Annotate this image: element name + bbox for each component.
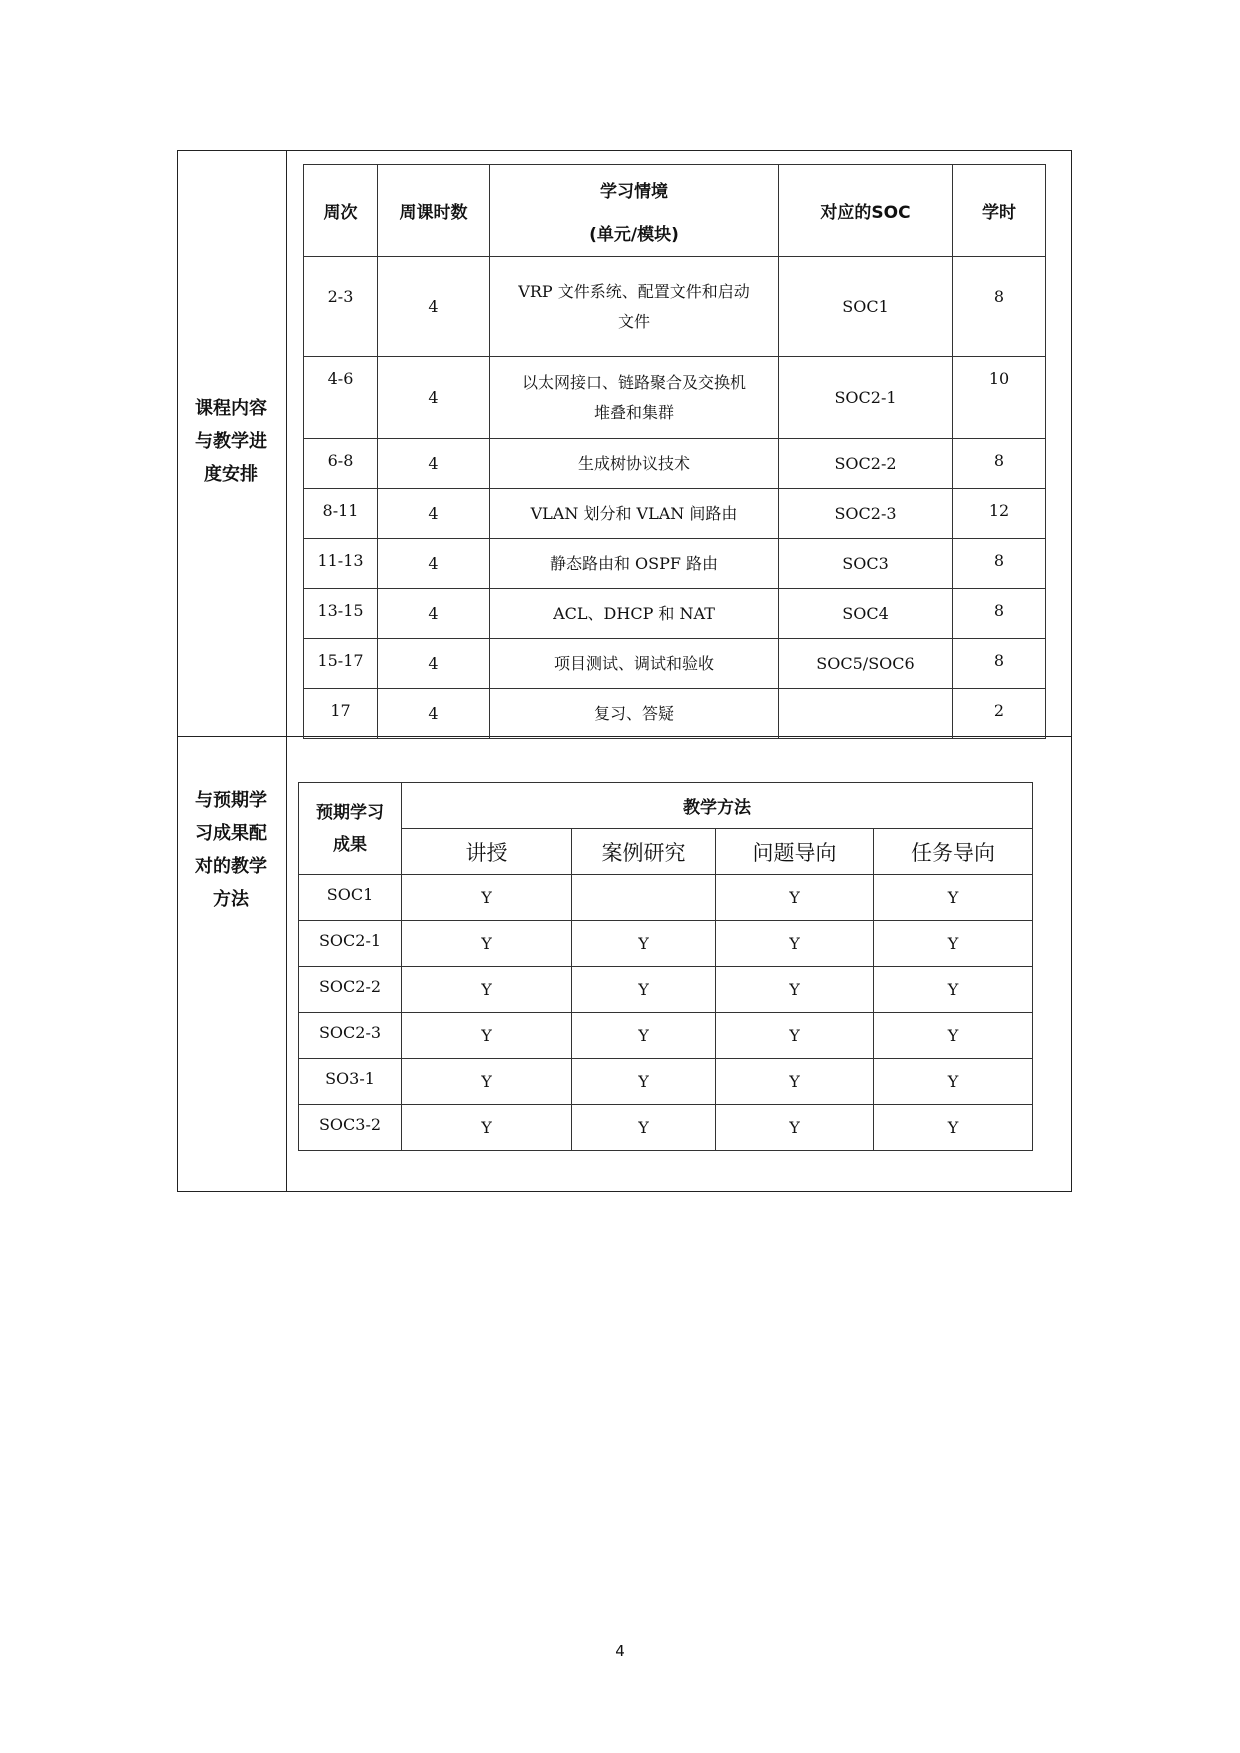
- hours-cell: 10: [953, 357, 1046, 439]
- method-mark-cell: Y: [572, 1059, 716, 1105]
- method-mark-cell: Y: [874, 1105, 1033, 1151]
- methods-row: [299, 921, 1033, 967]
- methods-row: [299, 875, 1033, 921]
- hours-cell: 12: [953, 489, 1046, 539]
- method-mark-cell: Y: [716, 875, 874, 921]
- header-weekly-hours: 周课时数: [378, 165, 490, 257]
- method-mark-cell: Y: [874, 1059, 1033, 1105]
- page-number: 4: [615, 1642, 625, 1660]
- methods-row: [299, 967, 1033, 1013]
- soc-cell: SOC2-2: [779, 439, 953, 489]
- soc-cell: SOC1: [779, 257, 953, 357]
- outcome-cell: SOC1: [299, 875, 402, 921]
- context-cell: 以太网接口、链路聚合及交换机 堆叠和集群: [490, 357, 779, 439]
- hours-cell: 8: [953, 257, 1046, 357]
- week-cell: 6-8: [304, 439, 378, 489]
- context-cell: VLAN 划分和 VLAN 间路由: [490, 489, 779, 539]
- method-mark-cell: Y: [874, 921, 1033, 967]
- weekly-hours-cell: 4: [378, 439, 490, 489]
- method-mark-cell: Y: [402, 875, 572, 921]
- hours-cell: 8: [953, 639, 1046, 689]
- context-cell: ACL、DHCP 和 NAT: [490, 589, 779, 639]
- outcome-cell: SOC2-1: [299, 921, 402, 967]
- methods-subheader-row: [299, 829, 1033, 875]
- methods-header-row: [299, 783, 1033, 829]
- method-mark-cell: Y: [716, 1059, 874, 1105]
- soc-cell: SOC2-3: [779, 489, 953, 539]
- schedule-row: [304, 257, 1046, 357]
- method-task-based: 任务导向: [874, 829, 1033, 875]
- method-mark-cell: Y: [874, 1013, 1033, 1059]
- method-mark-cell: Y: [716, 921, 874, 967]
- schedule-table: [303, 164, 1046, 739]
- week-cell: 11-13: [304, 539, 378, 589]
- soc-cell: SOC2-1: [779, 357, 953, 439]
- method-mark-cell: Y: [402, 921, 572, 967]
- header-context: [490, 165, 779, 257]
- schedule-row: [304, 639, 1046, 689]
- weekly-hours-cell: 4: [378, 539, 490, 589]
- header-context-line1: 学习情境: [600, 181, 668, 202]
- week-cell: 4-6: [304, 357, 378, 439]
- hours-cell: 8: [953, 439, 1046, 489]
- header-context-line2: (单元/模块): [589, 224, 679, 245]
- schedule-row: [304, 357, 1046, 439]
- hours-cell: 8: [953, 539, 1046, 589]
- method-mark-cell: Y: [572, 1013, 716, 1059]
- weekly-hours-cell: 4: [378, 639, 490, 689]
- soc-cell: [779, 689, 953, 739]
- context-cell: 生成树协议技术: [490, 439, 779, 489]
- weekly-hours-cell: 4: [378, 589, 490, 639]
- section1-label: 课程内容 与教学进 度安排: [195, 398, 267, 485]
- context-cell: 静态路由和 OSPF 路由: [490, 539, 779, 589]
- outcome-cell: SOC3-2: [299, 1105, 402, 1151]
- week-cell: 13-15: [304, 589, 378, 639]
- header-methods: 教学方法: [402, 783, 1033, 829]
- soc-cell: SOC5/SOC6: [779, 639, 953, 689]
- method-problem-based: 问题导向: [716, 829, 874, 875]
- method-mark-cell: Y: [402, 1013, 572, 1059]
- weekly-hours-cell: 4: [378, 489, 490, 539]
- method-mark-cell: Y: [716, 1013, 874, 1059]
- week-cell: 15-17: [304, 639, 378, 689]
- method-mark-cell: Y: [716, 967, 874, 1013]
- header-week: 周次: [304, 165, 378, 257]
- method-case-study: 案例研究: [572, 829, 716, 875]
- method-mark-cell: Y: [402, 1105, 572, 1151]
- methods-row: [299, 1105, 1033, 1151]
- method-mark-cell: Y: [572, 921, 716, 967]
- weekly-hours-cell: 4: [378, 689, 490, 739]
- method-mark-cell: Y: [402, 967, 572, 1013]
- context-cell: 项目测试、调试和验收: [490, 639, 779, 689]
- header-hours: 学时: [953, 165, 1046, 257]
- hours-cell: 8: [953, 589, 1046, 639]
- schedule-row: [304, 489, 1046, 539]
- weekly-hours-cell: 4: [378, 357, 490, 439]
- method-mark-cell: Y: [572, 967, 716, 1013]
- soc-cell: SOC3: [779, 539, 953, 589]
- header-outcome: 预期学习 成果: [299, 783, 402, 875]
- method-mark-cell: Y: [716, 1105, 874, 1151]
- section2-label: 与预期学 习成果配 对的教学 方法: [195, 790, 267, 910]
- schedule-row: [304, 539, 1046, 589]
- method-mark-cell: Y: [874, 967, 1033, 1013]
- soc-cell: SOC4: [779, 589, 953, 639]
- weekly-hours-cell: 4: [378, 257, 490, 357]
- column-divider: [286, 151, 287, 1191]
- schedule-row: [304, 589, 1046, 639]
- methods-row: [299, 1059, 1033, 1105]
- methods-row: [299, 1013, 1033, 1059]
- schedule-header-row: [304, 165, 1046, 257]
- outcome-cell: SOC2-2: [299, 967, 402, 1013]
- context-cell: VRP 文件系统、配置文件和启动 文件: [490, 257, 779, 357]
- outcome-cell: SOC2-3: [299, 1013, 402, 1059]
- context-cell: 复习、答疑: [490, 689, 779, 739]
- method-mark-cell: Y: [572, 1105, 716, 1151]
- schedule-row: [304, 439, 1046, 489]
- week-cell: 2-3: [304, 257, 378, 357]
- method-mark-cell: [572, 875, 716, 921]
- outcome-cell: SO3-1: [299, 1059, 402, 1105]
- schedule-row: [304, 689, 1046, 739]
- method-lecture: 讲授: [402, 829, 572, 875]
- method-mark-cell: Y: [874, 875, 1033, 921]
- methods-table: [298, 782, 1033, 1151]
- header-soc: 对应的SOC: [779, 165, 953, 257]
- hours-cell: 2: [953, 689, 1046, 739]
- week-cell: 8-11: [304, 489, 378, 539]
- week-cell: 17: [304, 689, 378, 739]
- method-mark-cell: Y: [402, 1059, 572, 1105]
